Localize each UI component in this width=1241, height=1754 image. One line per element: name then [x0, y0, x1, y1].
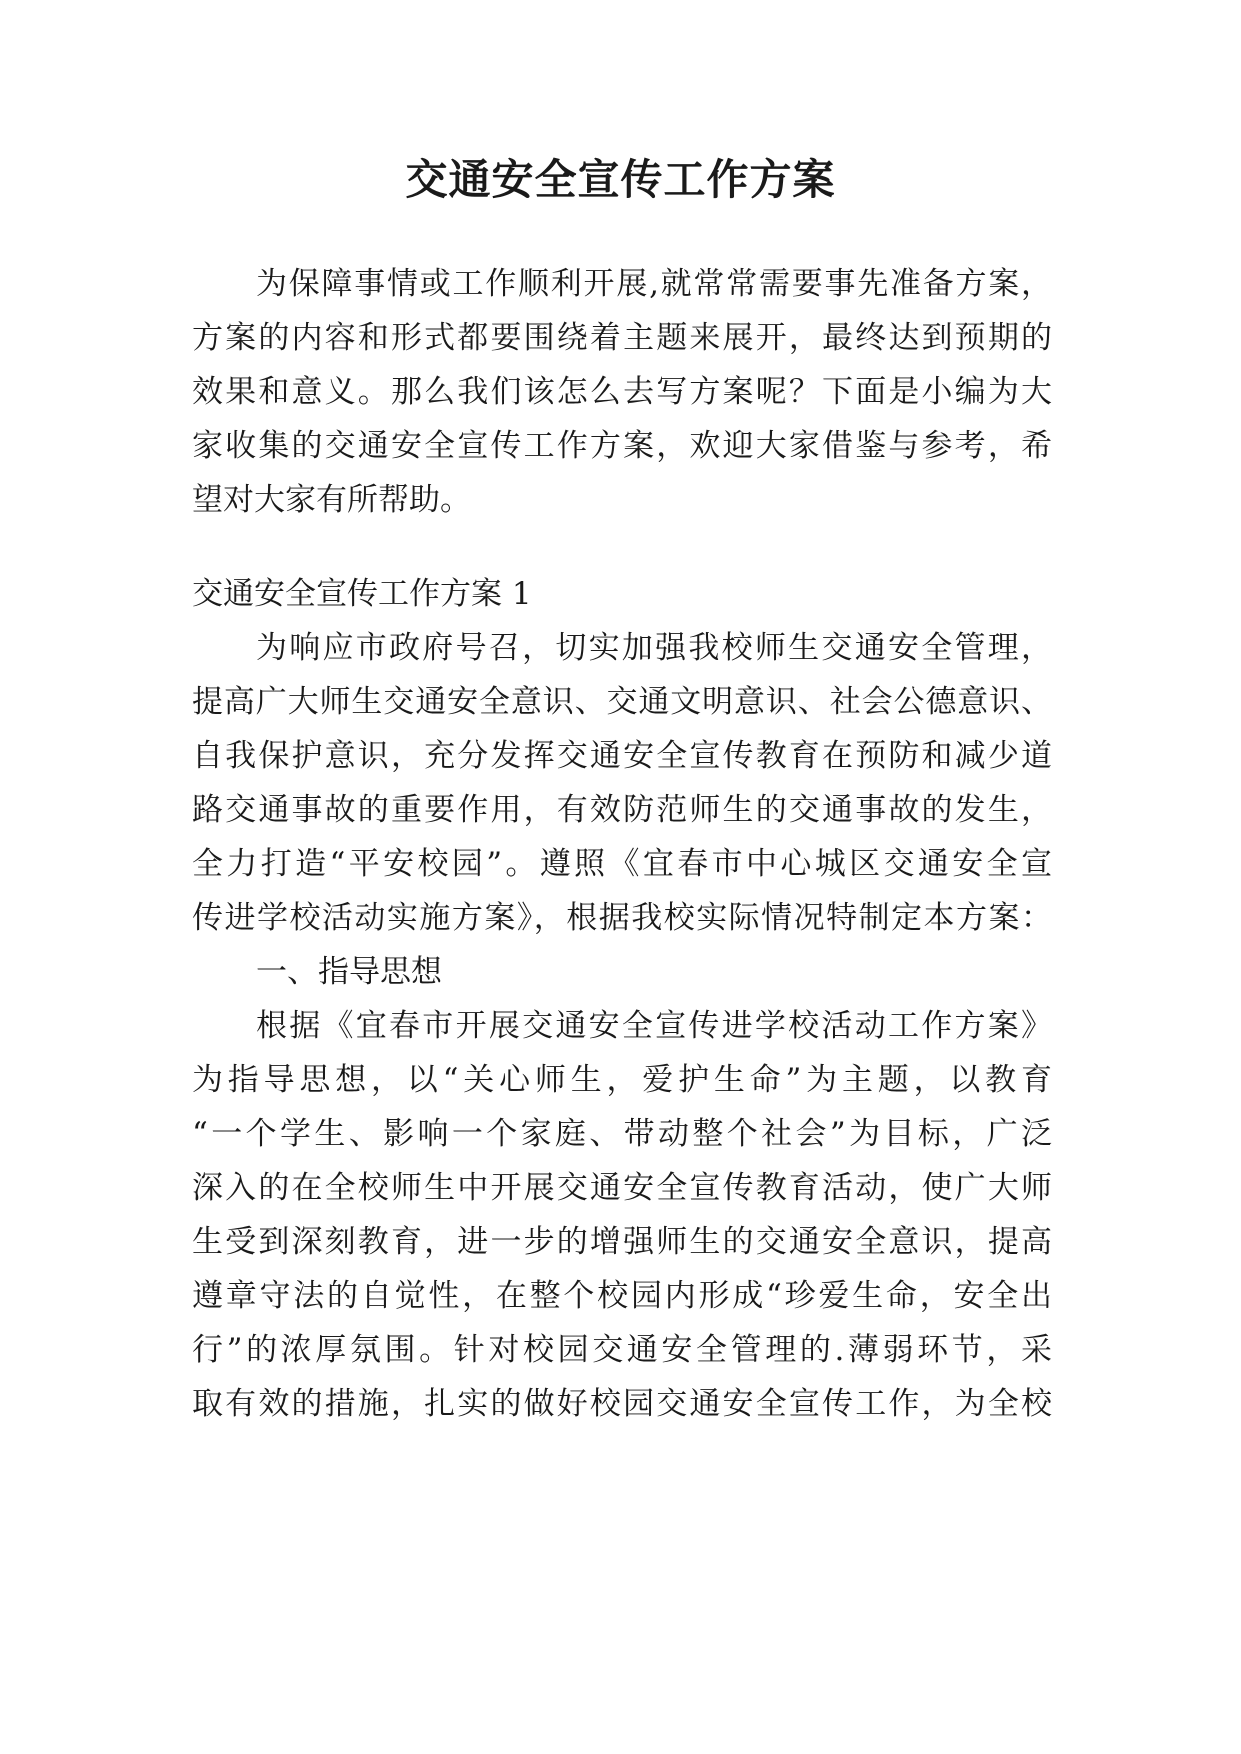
para1-line-2: 提高广大师生交通安全意识、交通文明意识、社会公德意识、: [192, 684, 1052, 720]
para2-line-1: 根据《宜春市开展交通安全宣传进学校活动工作方案》: [256, 1008, 1052, 1044]
para1-line-1: 为响应市政府号召，切实加强我校师生交通安全管理，: [256, 630, 1052, 666]
section-heading: 交通安全宣传工作方案 1: [192, 576, 532, 612]
document-title: 交通安全宣传工作方案: [405, 155, 836, 204]
para1-line-4: 路交通事故的重要作用，有效防范师生的交通事故的发生，: [192, 792, 1052, 828]
intro-line-1: 为保障事情或工作顺利开展,就常常需要事先准备方案，: [256, 266, 1052, 302]
para2-line-7: 行”的浓厚氛围。针对校园交通安全管理的.薄弱环节，采: [192, 1332, 1052, 1368]
subheading-guiding-ideology: 一、指导思想: [256, 954, 442, 990]
para1-line-5: 全力打造“平安校园”。遵照《宜春市中心城区交通安全宣: [192, 846, 1052, 882]
para2-line-6: 遵章守法的自觉性，在整个校园内形成“珍爱生命，安全出: [192, 1278, 1052, 1314]
para2-line-5: 生受到深刻教育，进一步的增强师生的交通安全意识，提高: [192, 1224, 1052, 1260]
intro-line-5: 望对大家有所帮助。: [192, 482, 471, 518]
para2-line-2: 为指导思想，以“关心师生，爱护生命”为主题，以教育: [192, 1062, 1052, 1098]
intro-line-3: 效果和意义。那么我们该怎么去写方案呢？下面是小编为大: [192, 374, 1052, 410]
para1-line-3: 自我保护意识，充分发挥交通安全宣传教育在预防和减少道: [192, 738, 1052, 774]
para2-line-3: “一个学生、影响一个家庭、带动整个社会”为目标，广泛: [192, 1116, 1052, 1152]
intro-line-4: 家收集的交通安全宣传工作方案，欢迎大家借鉴与参考，希: [192, 428, 1052, 464]
intro-line-2: 方案的内容和形式都要围绕着主题来展开，最终达到预期的: [192, 320, 1052, 356]
para1-line-6: 传进学校活动实施方案》，根据我校实际情况特制定本方案：: [192, 900, 1052, 936]
para2-line-4: 深入的在全校师生中开展交通安全宣传教育活动，使广大师: [192, 1170, 1052, 1206]
para2-line-8: 取有效的措施，扎实的做好校园交通安全宣传工作，为全校: [192, 1386, 1052, 1422]
